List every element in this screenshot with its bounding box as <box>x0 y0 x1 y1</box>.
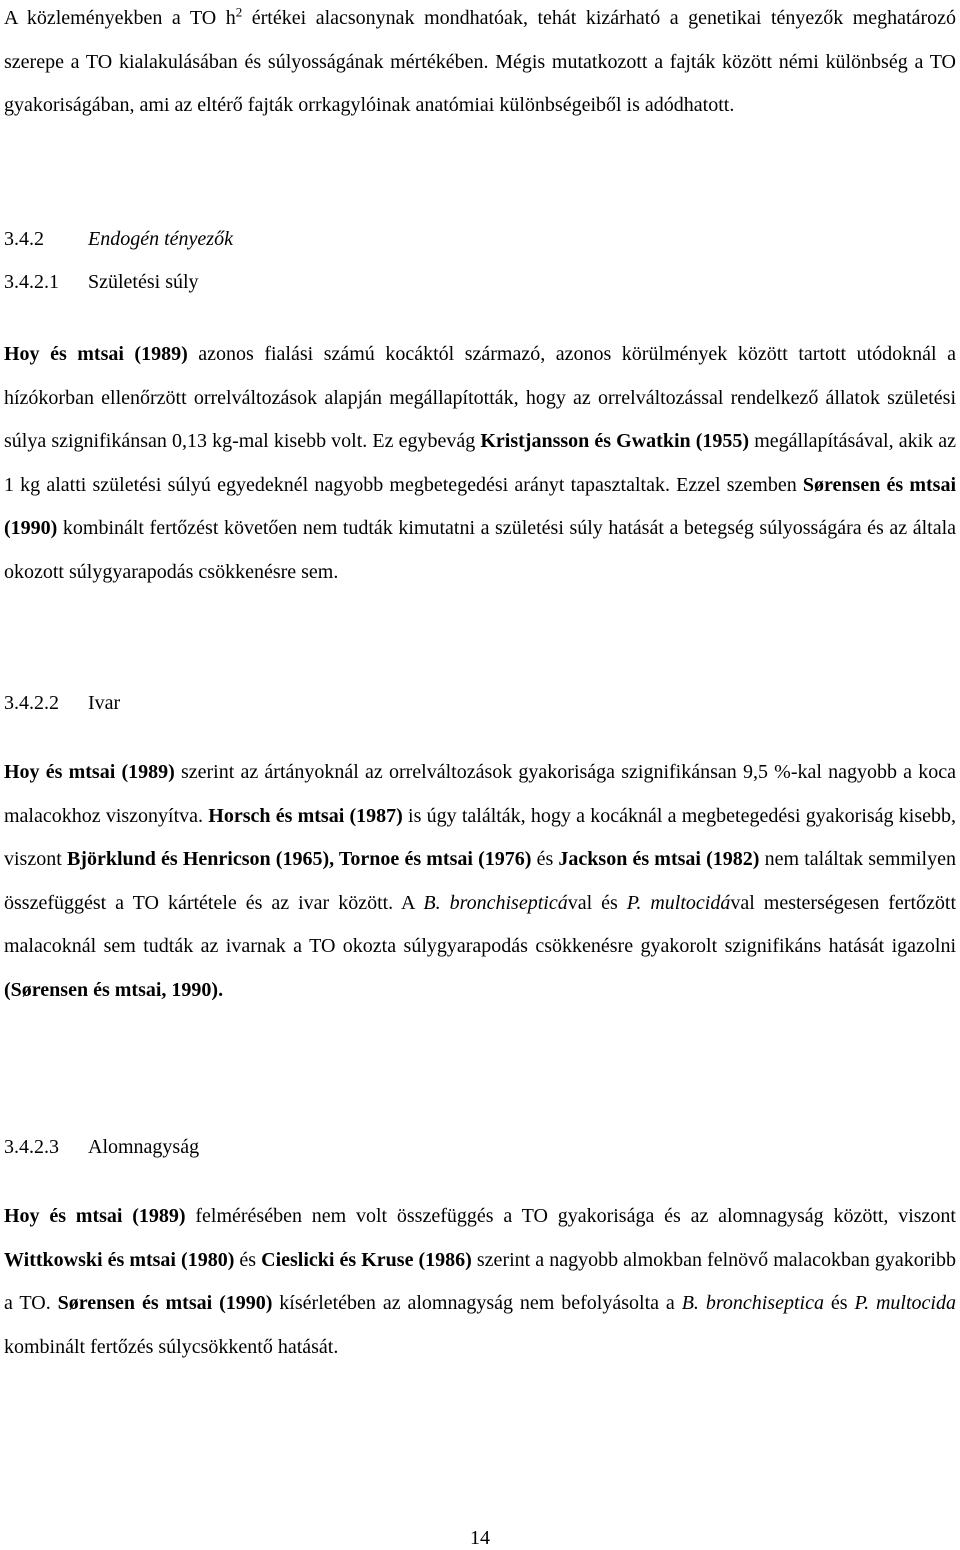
body-text: kísérletében az alomnagyság nem befolyásolta a <box>272 1292 682 1315</box>
citation: Hoy és mtsai (1989) <box>4 343 188 365</box>
section-title: Ivar <box>88 692 121 714</box>
section-title: Születési súly <box>88 271 199 293</box>
citation: Hoy és mtsai (1989) <box>4 761 175 783</box>
section-heading-342 <box>4 225 233 253</box>
paragraph-litter-size <box>4 1195 956 1369</box>
body-text: szerint a nagyobb almokban felnövő malacokban gyakoribb a TO. <box>4 1248 956 1315</box>
body-text: is úgy találták, hogy a kocáknál a megbetegedési gyakoriság kisebb, viszont <box>4 804 956 871</box>
paragraph-birth-weight <box>4 333 956 595</box>
body-text: nem találtak semmilyen összefüggést a TO kártétele és az ivar között. A <box>4 848 956 914</box>
citation: Björklund és Henricson (1965), Tornoe és mtsai (1976) <box>66 848 532 871</box>
citation: Sørensen és mtsai (1990) <box>57 1292 273 1315</box>
body-text: kombinált fertőzést követően nem tudták kimutatni a születési súly hatását a betegség súlyosságára és az általa okozott súlygyarapodás csökkenésre sem. <box>4 517 956 583</box>
superscript: 2 <box>235 4 243 20</box>
section-number: 3.4.2.2 <box>4 692 59 714</box>
intro-paragraph <box>4 0 956 128</box>
section-heading-3421 <box>4 268 199 296</box>
intro-text-a: A közleményekben a TO h <box>4 7 236 29</box>
paragraph-sex <box>4 751 956 1013</box>
section-title: Endogén tényezők <box>88 228 233 250</box>
intro-text-b: értékei alacsonynak mondhatóak, tehát kizárható a genetikai tényezők meghatározó szerepe a TO kialakulásában és súlyosságának mértékében. Mégis mutatkozott a fajták között némi különbség a TO gyakoriságában, ami az eltérő fajták orrkagylóinak anatómiai különbségeiből is adódhatott. <box>4 7 956 117</box>
section-number: 3.4.2.1 <box>4 271 59 293</box>
body-text: és <box>823 1292 855 1315</box>
citation: Wittkowski és mtsai (1980) <box>4 1248 235 1271</box>
body-text: felmérésében nem volt összefüggés a TO gyakorisága és az alomnagyság között, viszont <box>185 1205 956 1227</box>
body-text: kombinált fertőzés súlycsökkentő hatását. <box>4 1335 339 1358</box>
body-text: val és <box>567 891 627 914</box>
section-number: 3.4.2 <box>4 228 44 250</box>
section-heading-3423 <box>4 1133 199 1161</box>
section-number: 3.4.2.3 <box>4 1136 59 1158</box>
body-text: azonos fialási számú kocáktól származó, azonos körülmények között tartott utódoknál a hízókorban ellenőrzött orrelváltozások alapján megállapították, hogy az orrelváltozással rendelkező állatok születési súlya szignifikánsan 0,13 kg-mal kisebb volt. Ez egybevág <box>4 343 956 453</box>
citation: Sørensen és mtsai (1990) <box>4 473 956 540</box>
body-text: és <box>234 1248 262 1271</box>
body-text: szerint az ártányoknál az orrelváltozások gyakorisága szignifikánsan 9,5 %-kal nagyobb a koca malacokhoz viszonyítva. <box>4 761 956 827</box>
species-name: B. bronchisepticá <box>423 891 568 914</box>
page-number: 14 <box>470 1527 490 1549</box>
citation: Cieslicki és Kruse (1986) <box>261 1248 472 1271</box>
citation: Horsch és mtsai (1987) <box>208 804 403 827</box>
section-heading-3422 <box>4 689 120 717</box>
citation: Hoy és mtsai (1989) <box>4 1205 186 1227</box>
body-text: val mesterségesen fertőzött malacoknál sem tudták az ivarnak a TO okozta súlygyarapodás csökkenésre gyakorolt szignifikáns hatását igazolni <box>4 891 956 958</box>
species-name: P. multocida <box>854 1292 956 1315</box>
species-name: P. multocidá <box>626 891 731 914</box>
body-text: és <box>531 848 559 871</box>
section-title: Alomnagyság <box>88 1136 200 1158</box>
body-text: megállapításával, akik az 1 kg alatti születési súlyú egyedeknél nagyobb megbetegedési arányt tapasztaltak. Ezzel szemben <box>4 430 956 496</box>
species-name: B. bronchiseptica <box>681 1292 824 1315</box>
citation: Kristjansson és Gwatkin (1955) <box>480 430 750 453</box>
citation: Jackson és mtsai (1982) <box>558 848 760 871</box>
citation: (Sørensen és mtsai, 1990). <box>4 978 224 1001</box>
